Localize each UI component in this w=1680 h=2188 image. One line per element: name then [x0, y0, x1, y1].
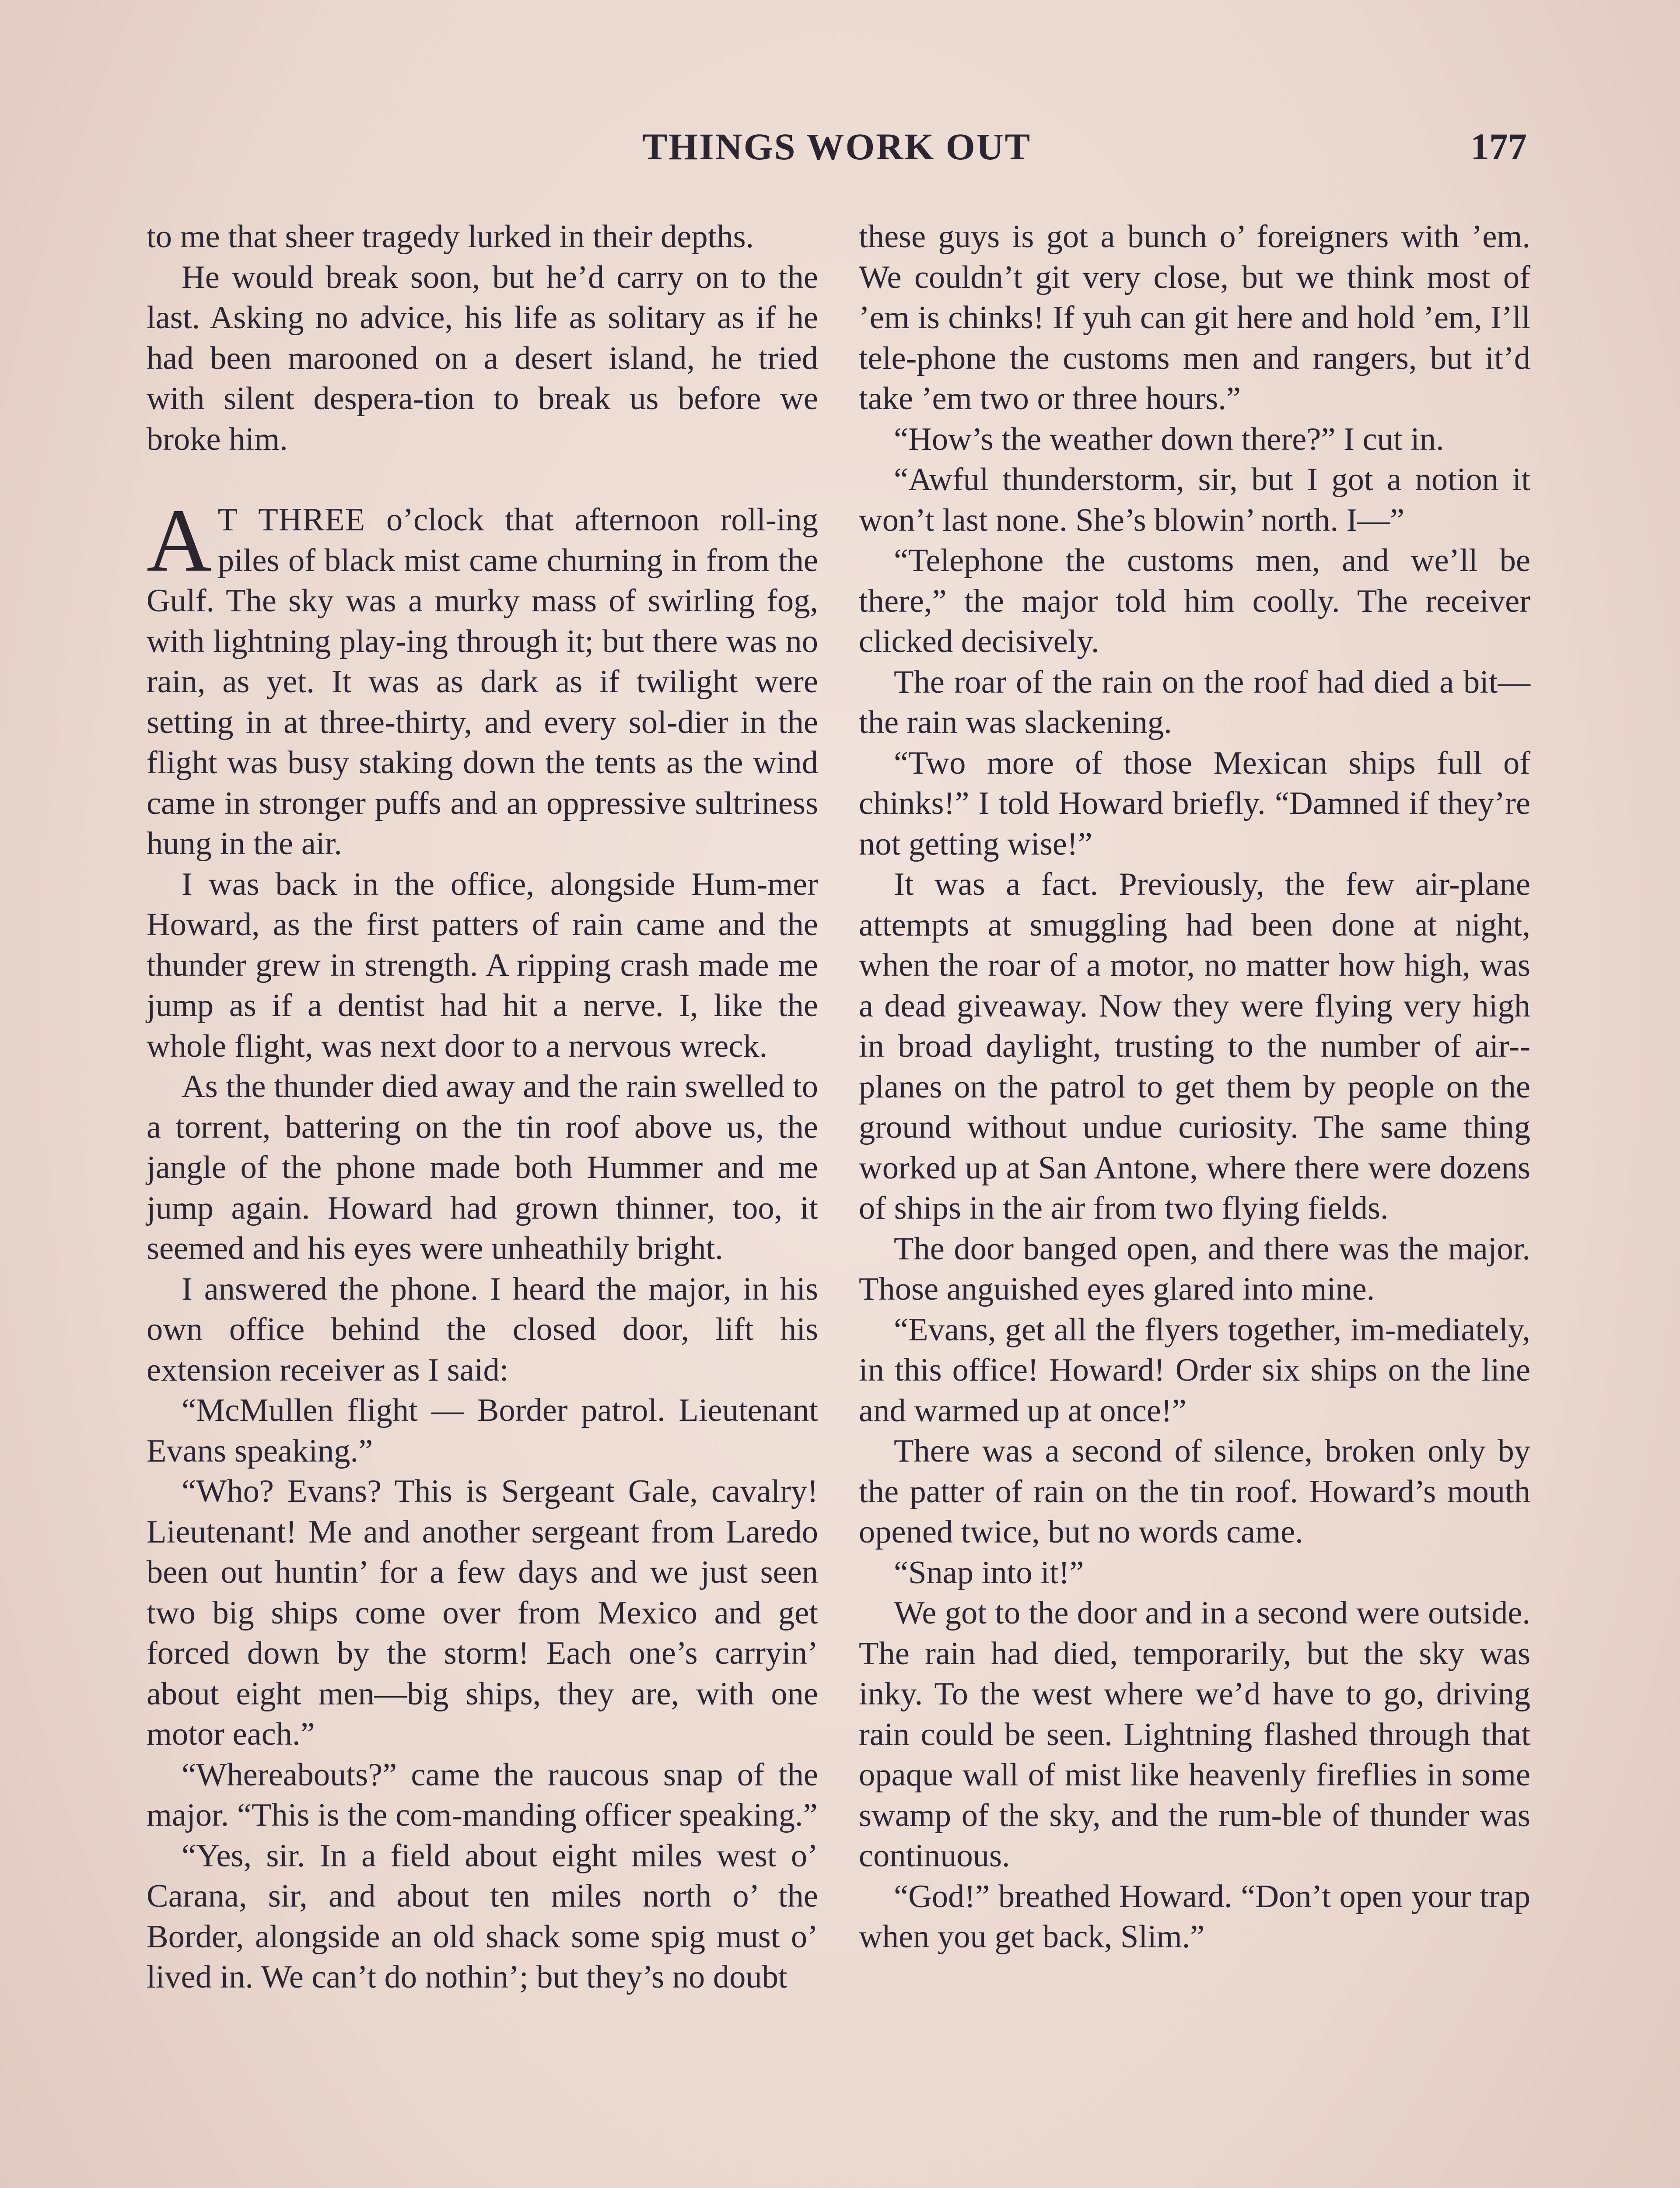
page-number: 177: [1470, 126, 1527, 168]
paragraph: “Two more of those Mexican ships full of chinks!” I told Howard briefly. “Damned if they’re not getting wise!”: [859, 745, 1530, 862]
paragraph: The roar of the rain on the roof had died a bit—the rain was slackening.: [859, 664, 1530, 740]
paragraph: We got to the door and in a second were outside. The rain had died, temporarily, but the sky was inky. To the west where we’d have to go, driving rain could be seen. Lightning flashed through that opaque wall of mist like heavenly fireflies in some swamp of the sky, and the rum-ble of thunder was continuous.: [859, 1595, 1530, 1874]
right-column: [859, 217, 1530, 1957]
paragraph: “Yes, sir. In a field about eight miles west o’ Carana, sir, and about ten miles north o’ the Border, alongside an old shack some spig must o’ lived in. We can’t do nothin’; but they’s no doubt: [147, 1837, 818, 1995]
small-caps-lead: T THREE: [217, 502, 366, 538]
paragraph: “Telephone the customs men, and we’ll be there,” the major told him coolly. The receiver clicked decisively.: [859, 543, 1530, 659]
paragraph: “McMullen flight — Border patrol. Lieutenant Evans speaking.”: [147, 1392, 818, 1469]
page-header: [147, 125, 1527, 182]
paragraph: “Whereabouts?” came the raucous snap of the major. “This is the com-manding officer speaking.”: [147, 1757, 818, 1833]
paragraph: “Snap into it!”: [894, 1554, 1084, 1591]
paragraph: It was a fact. Previously, the few air-plane attempts at smuggling had been done at night, when the roar of a motor, no matter how high, was a dead giveaway. Now they were flying very high in broad daylight, trusting to the number of air-planes on the patrol to get them by people on the ground without undue curiosity. The same thing worked up at San Antone, where there were dozens of ships in the air from two flying fields.: [859, 866, 1530, 1226]
section-opening-paragraph: [147, 490, 818, 864]
paragraph-text: o’clock that afternoon roll-ing piles of black mist came churning in from the Gulf. The sky was a murky mass of swirling fog, with lightning play-ing through it; but there was no rain, as yet. It was as dark as if twilight were setting in at three-thirty, and every sol-dier in the flight was busy staking down the tents as the wind came in stronger puffs and an oppressive sultriness hung in the air.: [147, 502, 818, 862]
paragraph: “Who? Evans? This is Sergeant Gale, cavalry! Lieutenant! Me and another sergeant from Laredo been out huntin’ for a few days and we just seen two big ships come over from Mexico and get forced down by the storm! Each one’s carryin’ about eight men—big ships, they are, with one motor each.”: [147, 1473, 818, 1752]
paragraph: I answered the phone. I heard the major, in his own office behind the closed door, lift his extension receiver as I said:: [147, 1271, 818, 1388]
paragraph: “How’s the weather down there?” I cut in.: [894, 421, 1444, 457]
running-title: THINGS WORK OUT: [642, 126, 1032, 168]
drop-cap: A: [147, 490, 212, 590]
paragraph: “God!” breathed Howard. “Don’t open your trap when you get back, Slim.”: [859, 1878, 1530, 1955]
paragraph: “Awful thunderstorm, sir, but I got a notion it won’t last none. She’s blowin’ north. I—”: [859, 462, 1530, 538]
paragraph: As the thunder died away and the rain swelled to a torrent, battering on the tin roof above us, the jangle of the phone made both Hummer and me jump again. Howard had grown thinner, too, it seemed and his eyes were unheathily bright.: [147, 1069, 818, 1266]
paragraph: I was back in the office, alongside Hum-mer Howard, as the first patters of rain came and the thunder grew in strength. A ripping crash made me jump as if a dentist had hit a nerve. I, like the whole flight, was next door to a nervous wreck.: [147, 866, 818, 1064]
paragraph: He would break soon, but he’d carry on to the last. Asking no advice, his life as solitary as if he had been marooned on a desert island, he tried with silent despera-tion to break us before we broke him.: [147, 259, 818, 457]
paragraph: to me that sheer tragedy lurked in their depths.: [147, 219, 754, 255]
paragraph: The door banged open, and there was the major. Those anguished eyes glared into mine.: [859, 1231, 1530, 1307]
left-column: [147, 217, 818, 1998]
paragraph: these guys is got a bunch o’ foreigners with ’em. We couldn’t git very close, but we think most of ’em is chinks! If yuh can git here and hold ’em, I’ll tele-phone the customs men and rangers, but it’d take ’em two or three hours.”: [859, 219, 1530, 417]
paragraph: “Evans, get all the flyers together, im-mediately, in this office! Howard! Order six ships on the line and warmed up at once!”: [859, 1311, 1530, 1429]
paragraph: There was a second of silence, broken only by the patter of rain on the tin roof. Howard’s mouth opened twice, but no words came.: [859, 1433, 1530, 1550]
